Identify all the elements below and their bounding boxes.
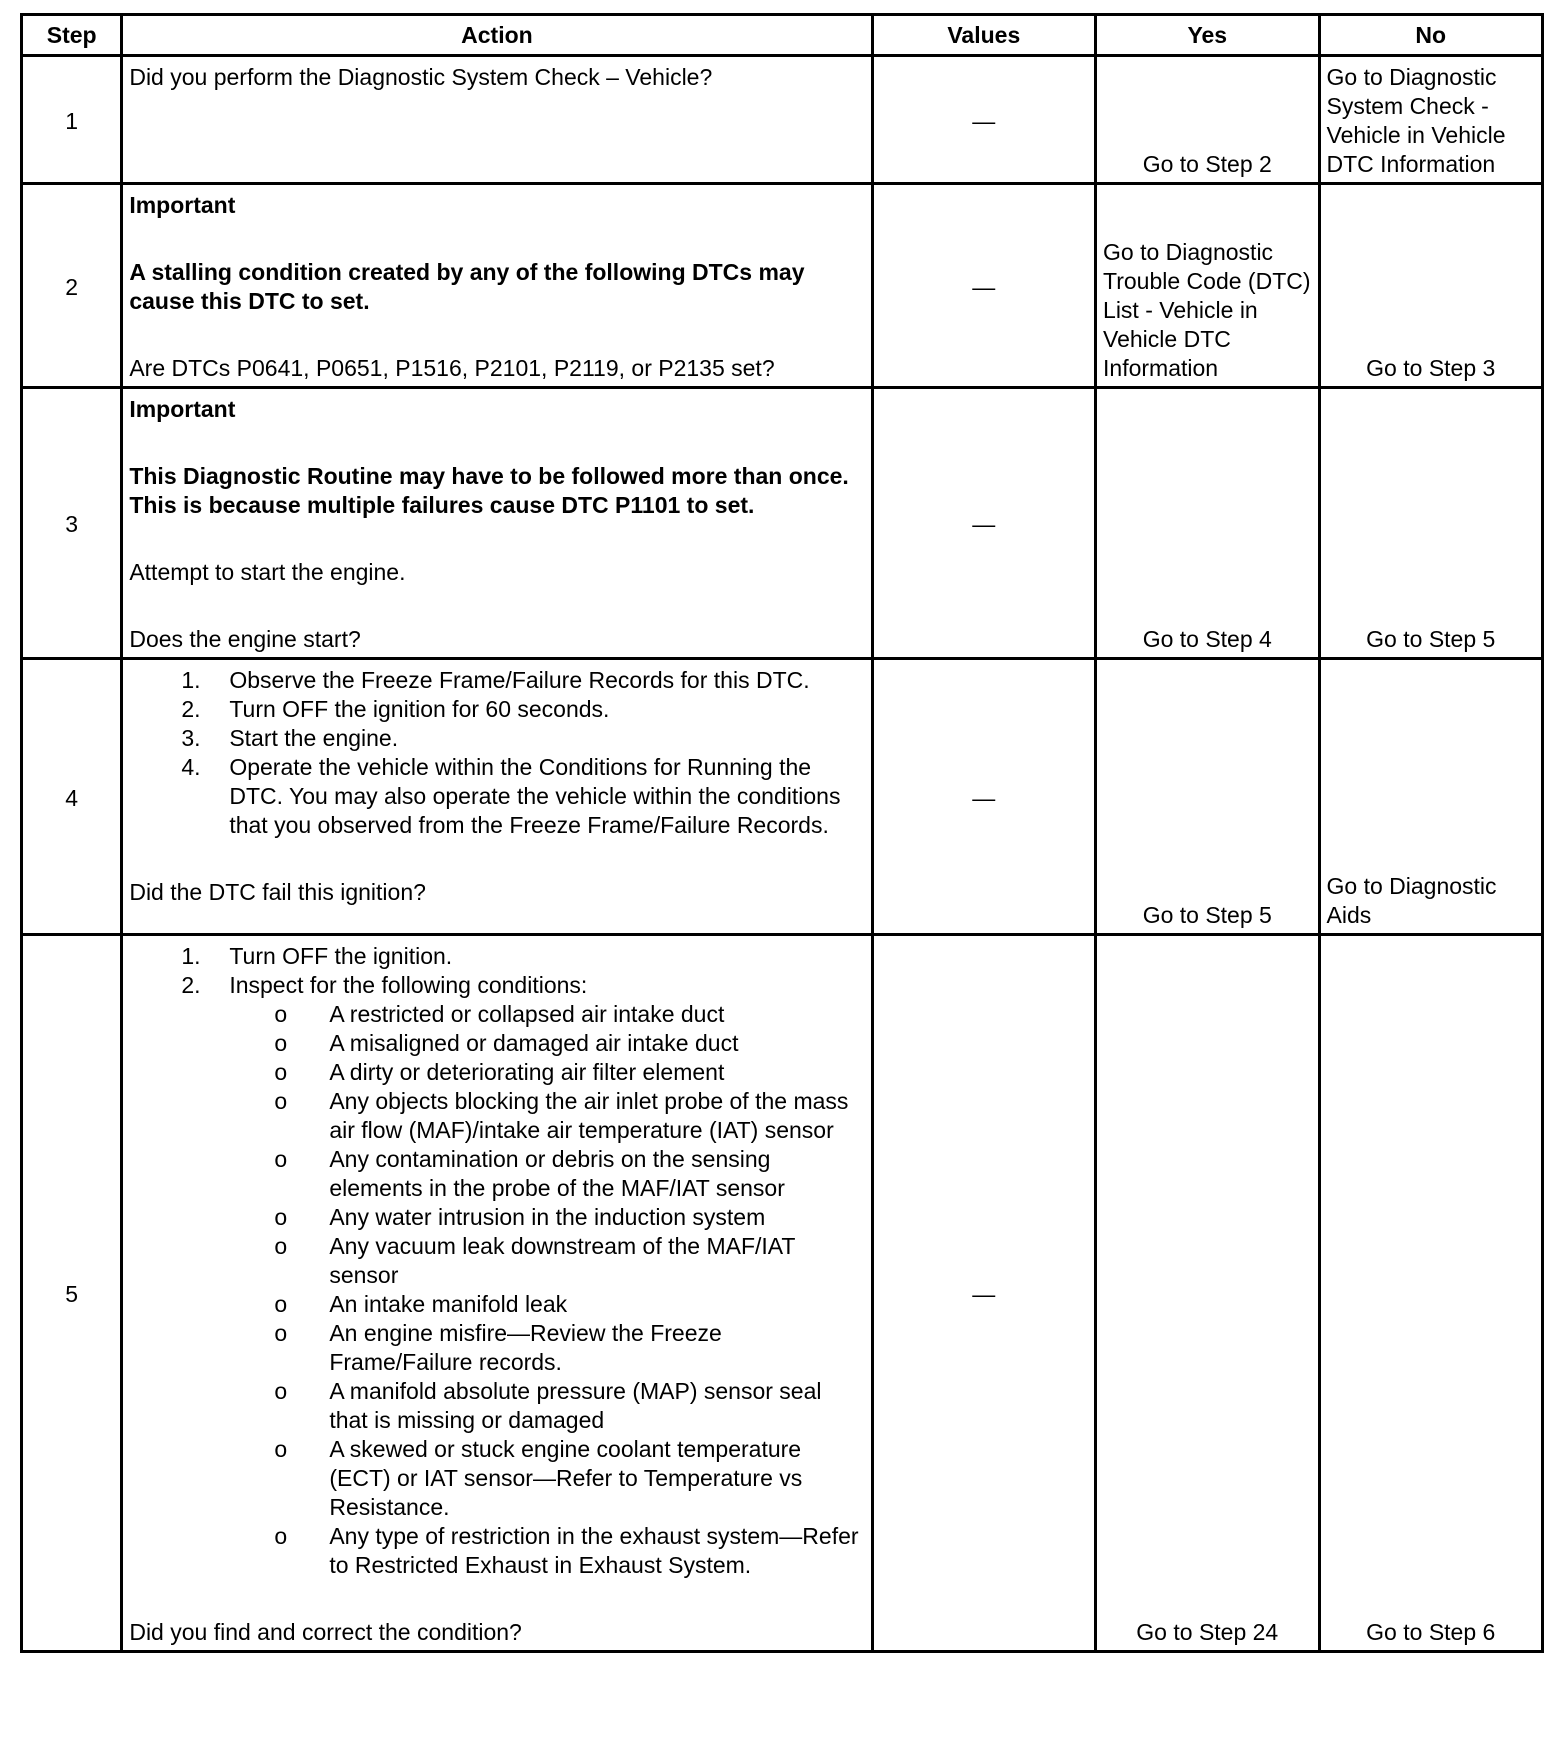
no-cell: Go to Step 6 [1319, 935, 1543, 1652]
condition-list [229, 1000, 864, 1580]
yes-cell: Go to Step 4 [1096, 388, 1319, 659]
condition-item: o A misaligned or damaged air intake duct [274, 1030, 739, 1056]
action-cell [122, 659, 872, 935]
condition-item: o An intake manifold leak [274, 1291, 568, 1317]
important-label: Important [129, 192, 236, 218]
condition-item: o A restricted or collapsed air intake duct [274, 1001, 725, 1027]
list-item: 1. Turn OFF the ignition. [181, 943, 453, 969]
table-row-step-3 [22, 388, 1543, 659]
yes-cell: Go to Step 5 [1096, 659, 1319, 935]
no-cell: Go to Step 5 [1319, 388, 1543, 659]
important-label: Important [129, 396, 236, 422]
diagnostic-table [20, 13, 1544, 1653]
condition-item: o A skewed or stuck engine coolant temperature (ECT) or IAT sensor—Refer to Temperature vs Resistance. [274, 1436, 803, 1520]
no-cell: Go to Step 3 [1319, 184, 1543, 388]
table-row-step-2 [22, 184, 1543, 388]
list-item: 3. Start the engine. [181, 725, 399, 751]
condition-item: o Any type of restriction in the exhaust system—Refer to Restricted Exhaust in Exhaust System. [274, 1523, 859, 1578]
action-question: Did the DTC fail this ignition? [129, 879, 426, 905]
table-row-step-5 [22, 935, 1543, 1652]
action-cell [122, 935, 872, 1652]
header-no: No [1319, 15, 1543, 56]
step-number: 1 [22, 56, 122, 184]
no-cell: Go to Diagnostic Aids [1319, 659, 1543, 935]
yes-cell: Go to Step 24 [1096, 935, 1319, 1652]
important-text: A stalling condition created by any of the following DTCs may cause this DTC to set. [129, 259, 805, 314]
condition-item: o Any water intrusion in the induction system [274, 1204, 766, 1230]
numbered-list [129, 942, 864, 1580]
condition-item: o An engine misfire—Review the Freeze Frame/Failure records. [274, 1320, 722, 1375]
list-item: 2. Inspect for the following conditions: o A restricted or collapsed air intake duct o A misaligned or damaged air intake duct o A dirty or deteriorating air filter element o Any objects blocking the air inlet probe of the mass air flow (MAF)/intake air temperature (IAT) sensor o Any contamination or debris on the sensing elements in the probe of the MAF/IAT sensor o Any water intrusion in the induction system o Any vacuum leak downstream of the MAF/IAT sensor o An intake manifold leak o An engine misfire—Review the Freeze Frame/Failure records. o A manifold absolute pressure (MAP) sensor seal that is missing or damaged o A skewed or stuck engine coolant temperature (ECT) or IAT sensor—Refer to Temperature vs Resistance. o Any type of restriction in the exhaust system—Refer to Restricted Exhaust in Exhaust System. [129, 971, 864, 1580]
header-row [22, 15, 1543, 56]
condition-item: o Any contamination or debris on the sensing elements in the probe of the MAF/IAT sensor [274, 1146, 785, 1201]
no-cell: Go to Diagnostic System Check - Vehicle in Vehicle DTC Information [1319, 56, 1543, 184]
numbered-list [129, 666, 864, 840]
condition-item: o A manifold absolute pressure (MAP) sensor seal that is missing or damaged [274, 1378, 822, 1433]
value-cell: — [872, 56, 1095, 184]
list-item: 1. Observe the Freeze Frame/Failure Records for this DTC. [181, 667, 810, 693]
step-number: 5 [22, 935, 122, 1652]
value-cell: — [872, 935, 1095, 1652]
table-row-step-4 [22, 659, 1543, 935]
condition-item: o Any vacuum leak downstream of the MAF/IAT sensor [274, 1233, 796, 1288]
header-step: Step [22, 15, 122, 56]
action-question: Does the engine start? [129, 626, 361, 652]
action-cell [122, 56, 872, 184]
header-yes: Yes [1096, 15, 1319, 56]
step-number: 4 [22, 659, 122, 935]
list-item: 2. Turn OFF the ignition for 60 seconds. [181, 696, 610, 722]
value-cell: — [872, 659, 1095, 935]
condition-item: o Any objects blocking the air inlet probe of the mass air flow (MAF)/intake air temperature (IAT) sensor [274, 1088, 849, 1143]
step-number: 3 [22, 388, 122, 659]
header-action: Action [122, 15, 872, 56]
value-cell: — [872, 388, 1095, 659]
step-number: 2 [22, 184, 122, 388]
action-question: Are DTCs P0641, P0651, P1516, P2101, P2119, or P2135 set? [129, 355, 775, 381]
important-text: This Diagnostic Routine may have to be followed more than once. This is because multiple failures cause DTC P1101 to set. [129, 463, 849, 518]
action-cell [122, 184, 872, 388]
yes-cell: Go to Step 2 [1096, 56, 1319, 184]
action-question: Did you perform the Diagnostic System Check – Vehicle? [129, 64, 713, 90]
diagnostic-table-sheet [20, 13, 1544, 1653]
condition-item: o A dirty or deteriorating air filter element [274, 1059, 725, 1085]
yes-cell: Go to Diagnostic Trouble Code (DTC) List - Vehicle in Vehicle DTC Information [1096, 184, 1319, 388]
value-cell: — [872, 184, 1095, 388]
list-item: 4. Operate the vehicle within the Conditions for Running the DTC. You may also operate the vehicle within the conditions that you observed from the Freeze Frame/Failure Records. [181, 754, 841, 838]
header-values: Values [872, 15, 1095, 56]
action-cell [122, 388, 872, 659]
table-row-step-1 [22, 56, 1543, 184]
action-question: Did you find and correct the condition? [129, 1619, 522, 1645]
action-instruction: Attempt to start the engine. [129, 559, 406, 585]
